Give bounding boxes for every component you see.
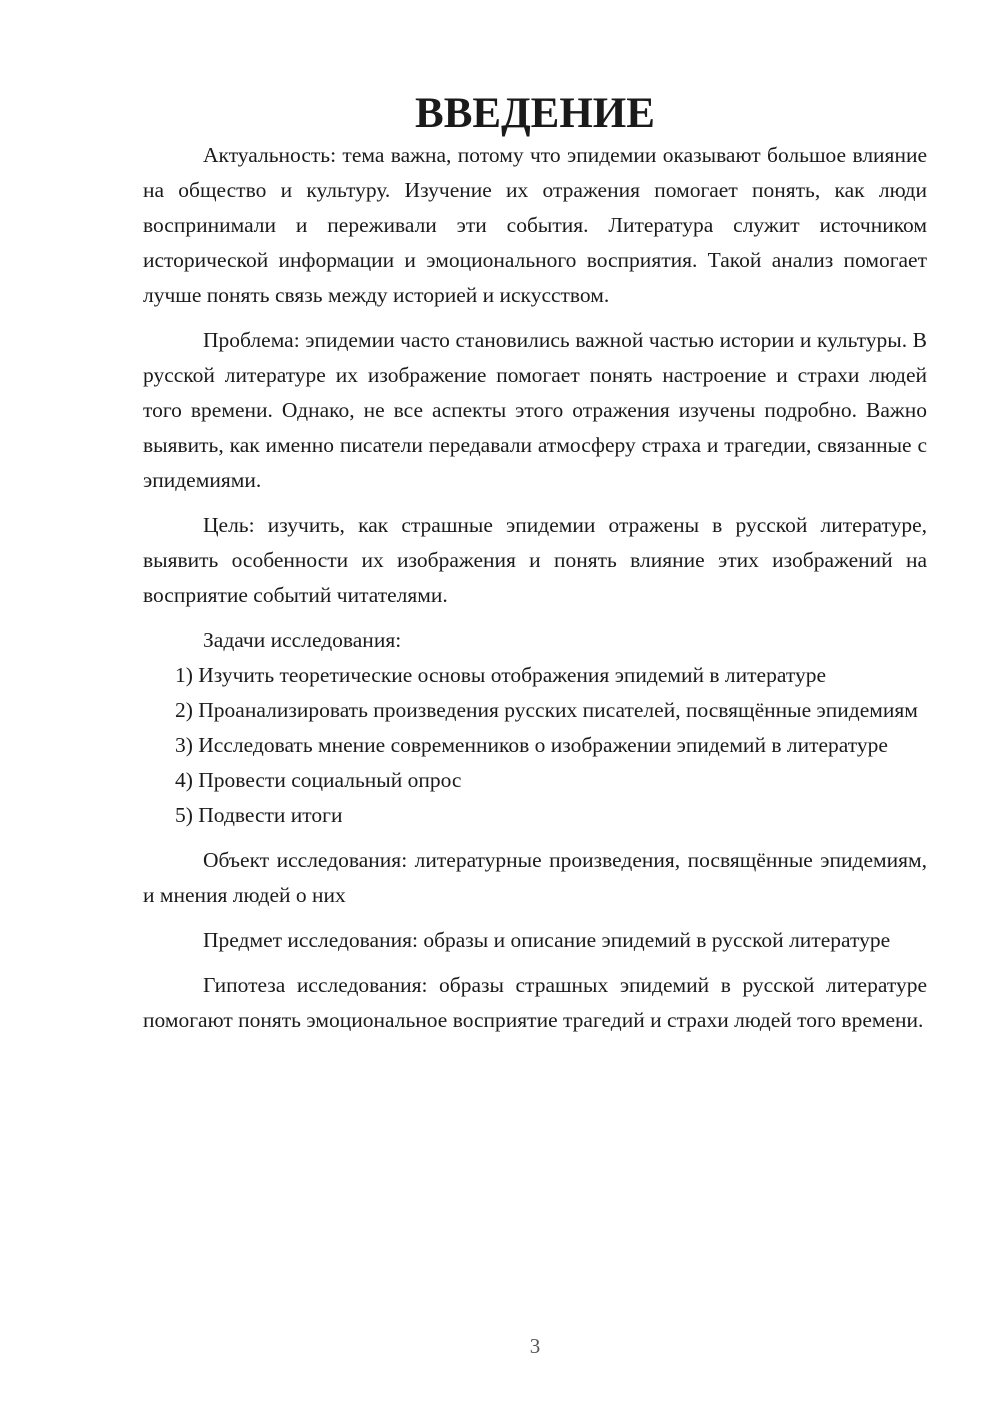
page-number: 3 — [529, 1334, 541, 1358]
tasks-heading: Задачи исследования: — [203, 628, 402, 652]
relevance-paragraph: Актуальность: тема важна, потому что эпидемии оказывают большое влияние на общество и культуру. Изучение их отражения помогает понять, как люди воспринимали и переживали эти события. Литература служит источником исторической информации и эмоционального восприятия. Такой анализ помогает лучше понять связь между историей и искусством. — [143, 143, 927, 307]
tasks-list — [143, 658, 927, 833]
object-paragraph: Объект исследования: литературные произведения, посвящённые эпидемиям, и мнения людей о них — [143, 848, 927, 907]
section-heading: ВВЕДЕНИЕ — [415, 90, 655, 137]
subject-paragraph: Предмет исследования: образы и описание эпидемий в русской литературе — [203, 928, 891, 952]
task-item: 2) Проанализировать произведения русских писателей, посвящённые эпидемиям — [175, 698, 918, 722]
task-item: 5) Подвести итоги — [175, 803, 343, 827]
document-body — [143, 90, 927, 1038]
task-item: 3) Исследовать мнение современников о изображении эпидемий в литературе — [175, 733, 888, 757]
task-item: 4) Провести социальный опрос — [175, 768, 462, 792]
problem-paragraph: Проблема: эпидемии часто становились важной частью истории и культуры. В русской литературе их изображение помогает понять настроение и страхи людей того времени. Однако, не все аспекты этого отражения изучены подробно. Важно выявить, как именно писатели передавали атмосферу страха и трагедии, связанные с эпидемиями. — [143, 328, 927, 492]
hypothesis-paragraph: Гипотеза исследования: образы страшных эпидемий в русской литературе помогают понять эмоциональное восприятие трагедий и страхи людей того времени. — [143, 973, 927, 1032]
task-item: 1) Изучить теоретические основы отображения эпидемий в литературе — [175, 663, 826, 687]
goal-paragraph: Цель: изучить, как страшные эпидемии отражены в русской литературе, выявить особенности их изображения и понять влияние этих изображений на восприятие событий читателями. — [143, 513, 927, 607]
